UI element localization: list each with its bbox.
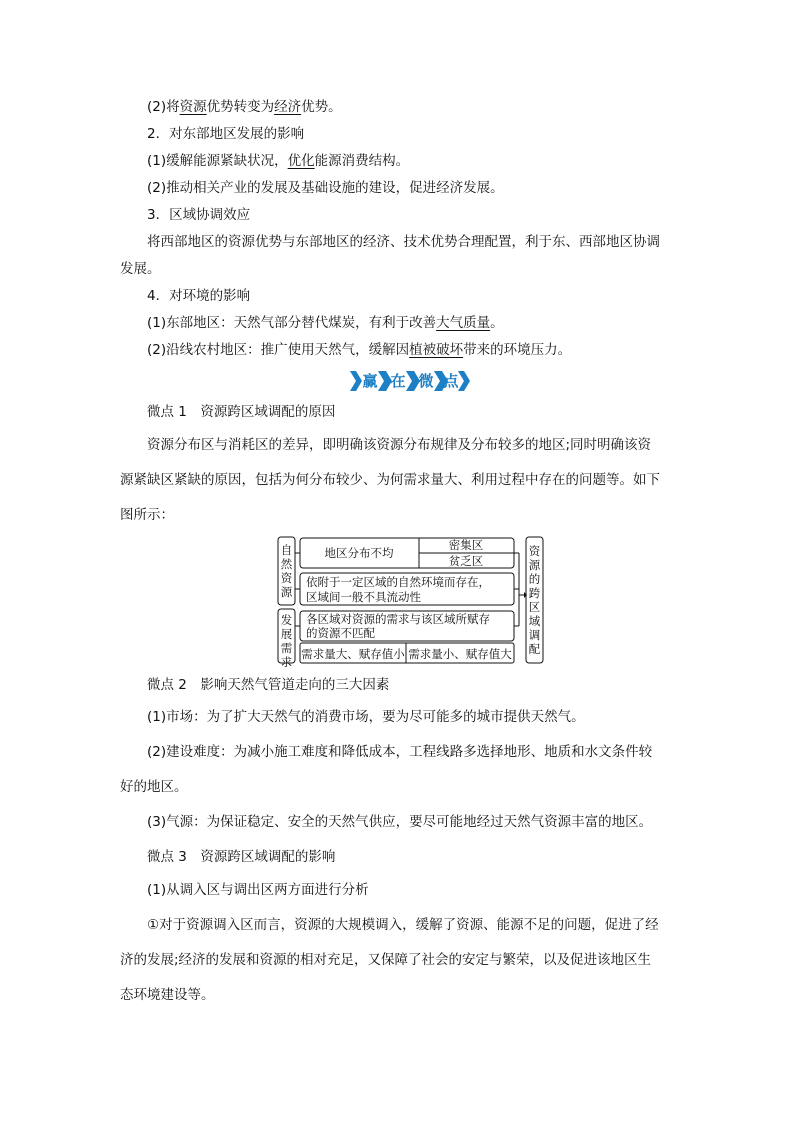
text-line: (2)推动相关产业的发展及基础设施的建设，促进经济发展。: [147, 180, 504, 196]
resource-diagram: [276, 535, 546, 669]
text-line: 态环境建设等。: [120, 987, 215, 1003]
text-line: 发展。: [120, 261, 161, 277]
section-heading: 2．对东部地区发展的影响: [147, 126, 305, 142]
diagram-right-label: 资源的跨区域调配: [528, 544, 541, 656]
text-line: (1)市场：为了扩大天然气的消费市场，要为尽可能多的城市提供天然气。: [147, 709, 585, 725]
diagram-box-label: 地区分布不均: [324, 546, 394, 560]
point-title: 微点 3 资源跨区域调配的影响: [147, 849, 336, 865]
text-line: 图所示：: [120, 507, 174, 523]
text-line: 好的地区。: [120, 779, 188, 795]
section-banner: [350, 370, 470, 392]
point-title: 微点 1 资源跨区域调配的原因: [147, 404, 336, 420]
point-title: 微点 2 影响天然气管道走向的三大因素: [147, 677, 390, 693]
text-line: (1)东部地区：天然气部分替代煤炭，有利于改善大气质量。: [147, 315, 504, 331]
text-line: 资源分布区与消耗区的差异，即明确该资源分布规律及分布较多的地区;同时明确该资: [147, 437, 652, 453]
text-line: ①对于资源调入区而言，资源的大规模调入，缓解了资源、能源不足的问题，促进了经: [147, 917, 659, 933]
text-line: (3)气源：为保证稳定、安全的天然气供应，要尽可能地经过天然气资源丰富的地区。: [147, 814, 653, 830]
text-line: (2)沿线农村地区：推广使用天然气，缓解因植被破坏带来的环境压力。: [147, 342, 572, 358]
underlined-term: 优化: [287, 153, 315, 169]
diagram-box-label: 的资源不匹配: [306, 626, 375, 640]
banner-char: 点: [443, 372, 459, 390]
diagram-box-label: 需求量大、赋存值小: [301, 647, 405, 661]
banner-char: 赢: [362, 372, 378, 390]
diagram-box-label: 区域间一般不具流动性: [306, 590, 421, 604]
text-line: (1)缓解能源紧缺状况，优化能源消费结构。: [147, 153, 410, 169]
diagram-box-label: 依附于一定区域的自然环境而存在，: [306, 575, 490, 589]
text-line: 将西部地区的资源优势与东部地区的经济、技术优势合理配置，利于东、西部地区协调: [147, 234, 660, 250]
underlined-term: 植被破坏: [409, 342, 464, 358]
underlined-term: 大气质量: [436, 315, 491, 331]
diagram-box-label: 各区域对资源的需求与该区域所赋存: [306, 612, 490, 626]
text-line: 济的发展;经济的发展和资源的相对充足，又保障了社会的安定与繁荣，以及促进该地区生: [120, 952, 652, 968]
diagram-left-label: 自然资源: [280, 543, 293, 599]
diagram-left-label: 发展需求: [280, 613, 293, 669]
diagram-box-label: 密集区: [448, 538, 484, 552]
section-heading: 3．区域协调效应: [147, 207, 251, 223]
text-line: 源紧缺区紧缺的原因，包括为何分布较少、为何需求量大、利用过程中存在的问题等。如下: [120, 472, 660, 488]
underlined-term: 资源: [179, 99, 207, 115]
underlined-term: 经济: [274, 99, 302, 115]
diagram-lines: [276, 535, 546, 665]
diagram-box-label: 需求量小、赋存值大: [408, 647, 512, 661]
diagram-box-label: 贫乏区: [448, 554, 484, 568]
section-heading: 4．对环境的影响: [147, 288, 251, 304]
banner-char: 微: [418, 372, 434, 390]
text-line: (2)建设难度：为减小施工难度和降低成本，工程线路多选择地形、地质和水文条件较: [147, 744, 653, 760]
banner-char: 在: [390, 372, 406, 390]
text-line: (2)将资源优势转变为经济优势。: [147, 99, 342, 115]
text-line: (1)从调入区与调出区两方面进行分析: [147, 882, 369, 898]
